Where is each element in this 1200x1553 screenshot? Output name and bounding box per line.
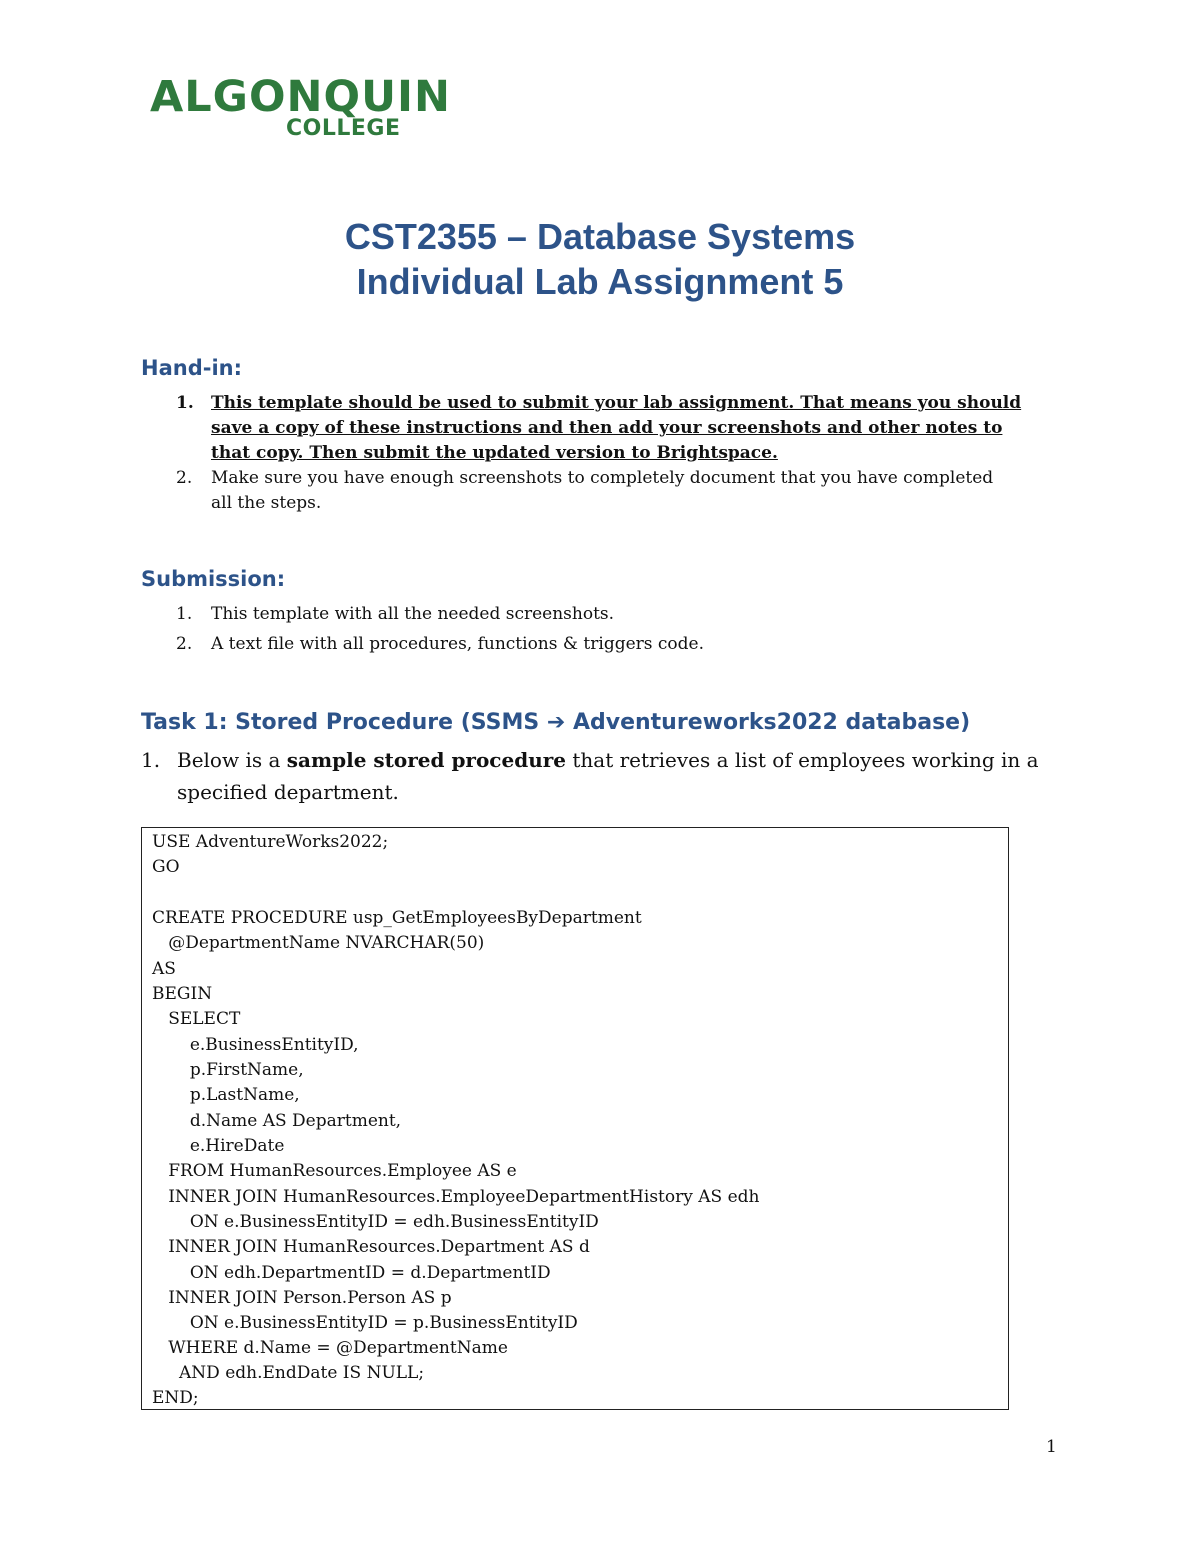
code-line: INNER JOIN HumanResources.Department AS d [152, 1237, 590, 1257]
code-line: INNER JOIN Person.Person AS p [152, 1288, 452, 1308]
code-line: INNER JOIN HumanResources.EmployeeDepartmentHistory AS edh [152, 1187, 760, 1207]
handin-item-1-line-1: This template should be used to submit your lab assignment. That means you should [211, 393, 1022, 413]
handin-item-2-line-1: Make sure you have enough screenshots to completely document that you have completed [211, 468, 994, 488]
code-line: AND edh.EndDate IS NULL; [152, 1363, 425, 1383]
handin-item-1-number: 1. [176, 393, 194, 413]
document-subtitle: Individual Lab Assignment 5 [356, 261, 844, 302]
task1-item-number: 1. [141, 748, 161, 772]
code-line: CREATE PROCEDURE usp_GetEmployeesByDepartment [152, 908, 642, 928]
code-line: USE AdventureWorks2022; [152, 832, 389, 852]
task1-heading-suffix: Adventureworks2022 database) [565, 710, 971, 735]
submission-item-2-text: A text file with all procedures, functions & triggers code. [211, 634, 704, 654]
code-line: ON e.BusinessEntityID = p.BusinessEntityID [152, 1313, 578, 1333]
task1-intro-line-2: specified department. [177, 780, 399, 804]
handin-item-1-line-2: save a copy of these instructions and then add your screenshots and other notes to [211, 418, 1003, 438]
college-logo-main: ALGONQUIN [150, 72, 451, 122]
code-line: ON e.BusinessEntityID = edh.BusinessEntityID [152, 1212, 599, 1232]
task1-heading-prefix: Task 1: Stored Procedure (SSMS [141, 710, 547, 735]
page-number: 1 [1046, 1437, 1057, 1457]
submission-item-1-number: 1. [176, 604, 193, 624]
code-line: e.HireDate [152, 1136, 285, 1156]
code-line: p.LastName, [152, 1085, 300, 1105]
task1-heading [141, 712, 970, 734]
code-line: AS [152, 959, 176, 979]
code-line: e.BusinessEntityID, [152, 1035, 359, 1055]
handin-item-2-line-2: all the steps. [211, 493, 322, 513]
document-title: CST2355 – Database Systems [344, 216, 856, 257]
code-line: d.Name AS Department, [152, 1111, 402, 1131]
task1-intro-line-1 [177, 744, 1057, 776]
handin-heading: Hand-in: [141, 356, 242, 380]
right-arrow-icon: ➔ [546, 710, 566, 735]
code-line: BEGIN [152, 984, 213, 1004]
handin-item-1-line-3: that copy. Then submit the updated version to Brightspace. [211, 443, 778, 463]
code-line: FROM HumanResources.Employee AS e [152, 1161, 517, 1181]
submission-item-2-number: 2. [176, 634, 193, 654]
task1-intro-after: that retrieves a list of employees working in a [566, 748, 1039, 772]
task1-intro-before: Below is a [177, 748, 287, 772]
submission-item-1-text: This template with all the needed screenshots. [211, 604, 615, 624]
code-line: SELECT [152, 1009, 241, 1029]
college-logo-sub: COLLEGE [286, 116, 401, 141]
code-line: END; [152, 1388, 199, 1408]
code-line: p.FirstName, [152, 1060, 304, 1080]
code-line: WHERE d.Name = @DepartmentName [152, 1338, 508, 1358]
code-line: ON edh.DepartmentID = d.DepartmentID [152, 1263, 551, 1283]
code-line: GO [152, 857, 180, 877]
task1-intro-bold: sample stored procedure [286, 748, 566, 772]
handin-item-2-number: 2. [176, 468, 193, 488]
submission-heading: Submission: [141, 567, 286, 591]
code-line: @DepartmentName NVARCHAR(50) [152, 933, 485, 953]
